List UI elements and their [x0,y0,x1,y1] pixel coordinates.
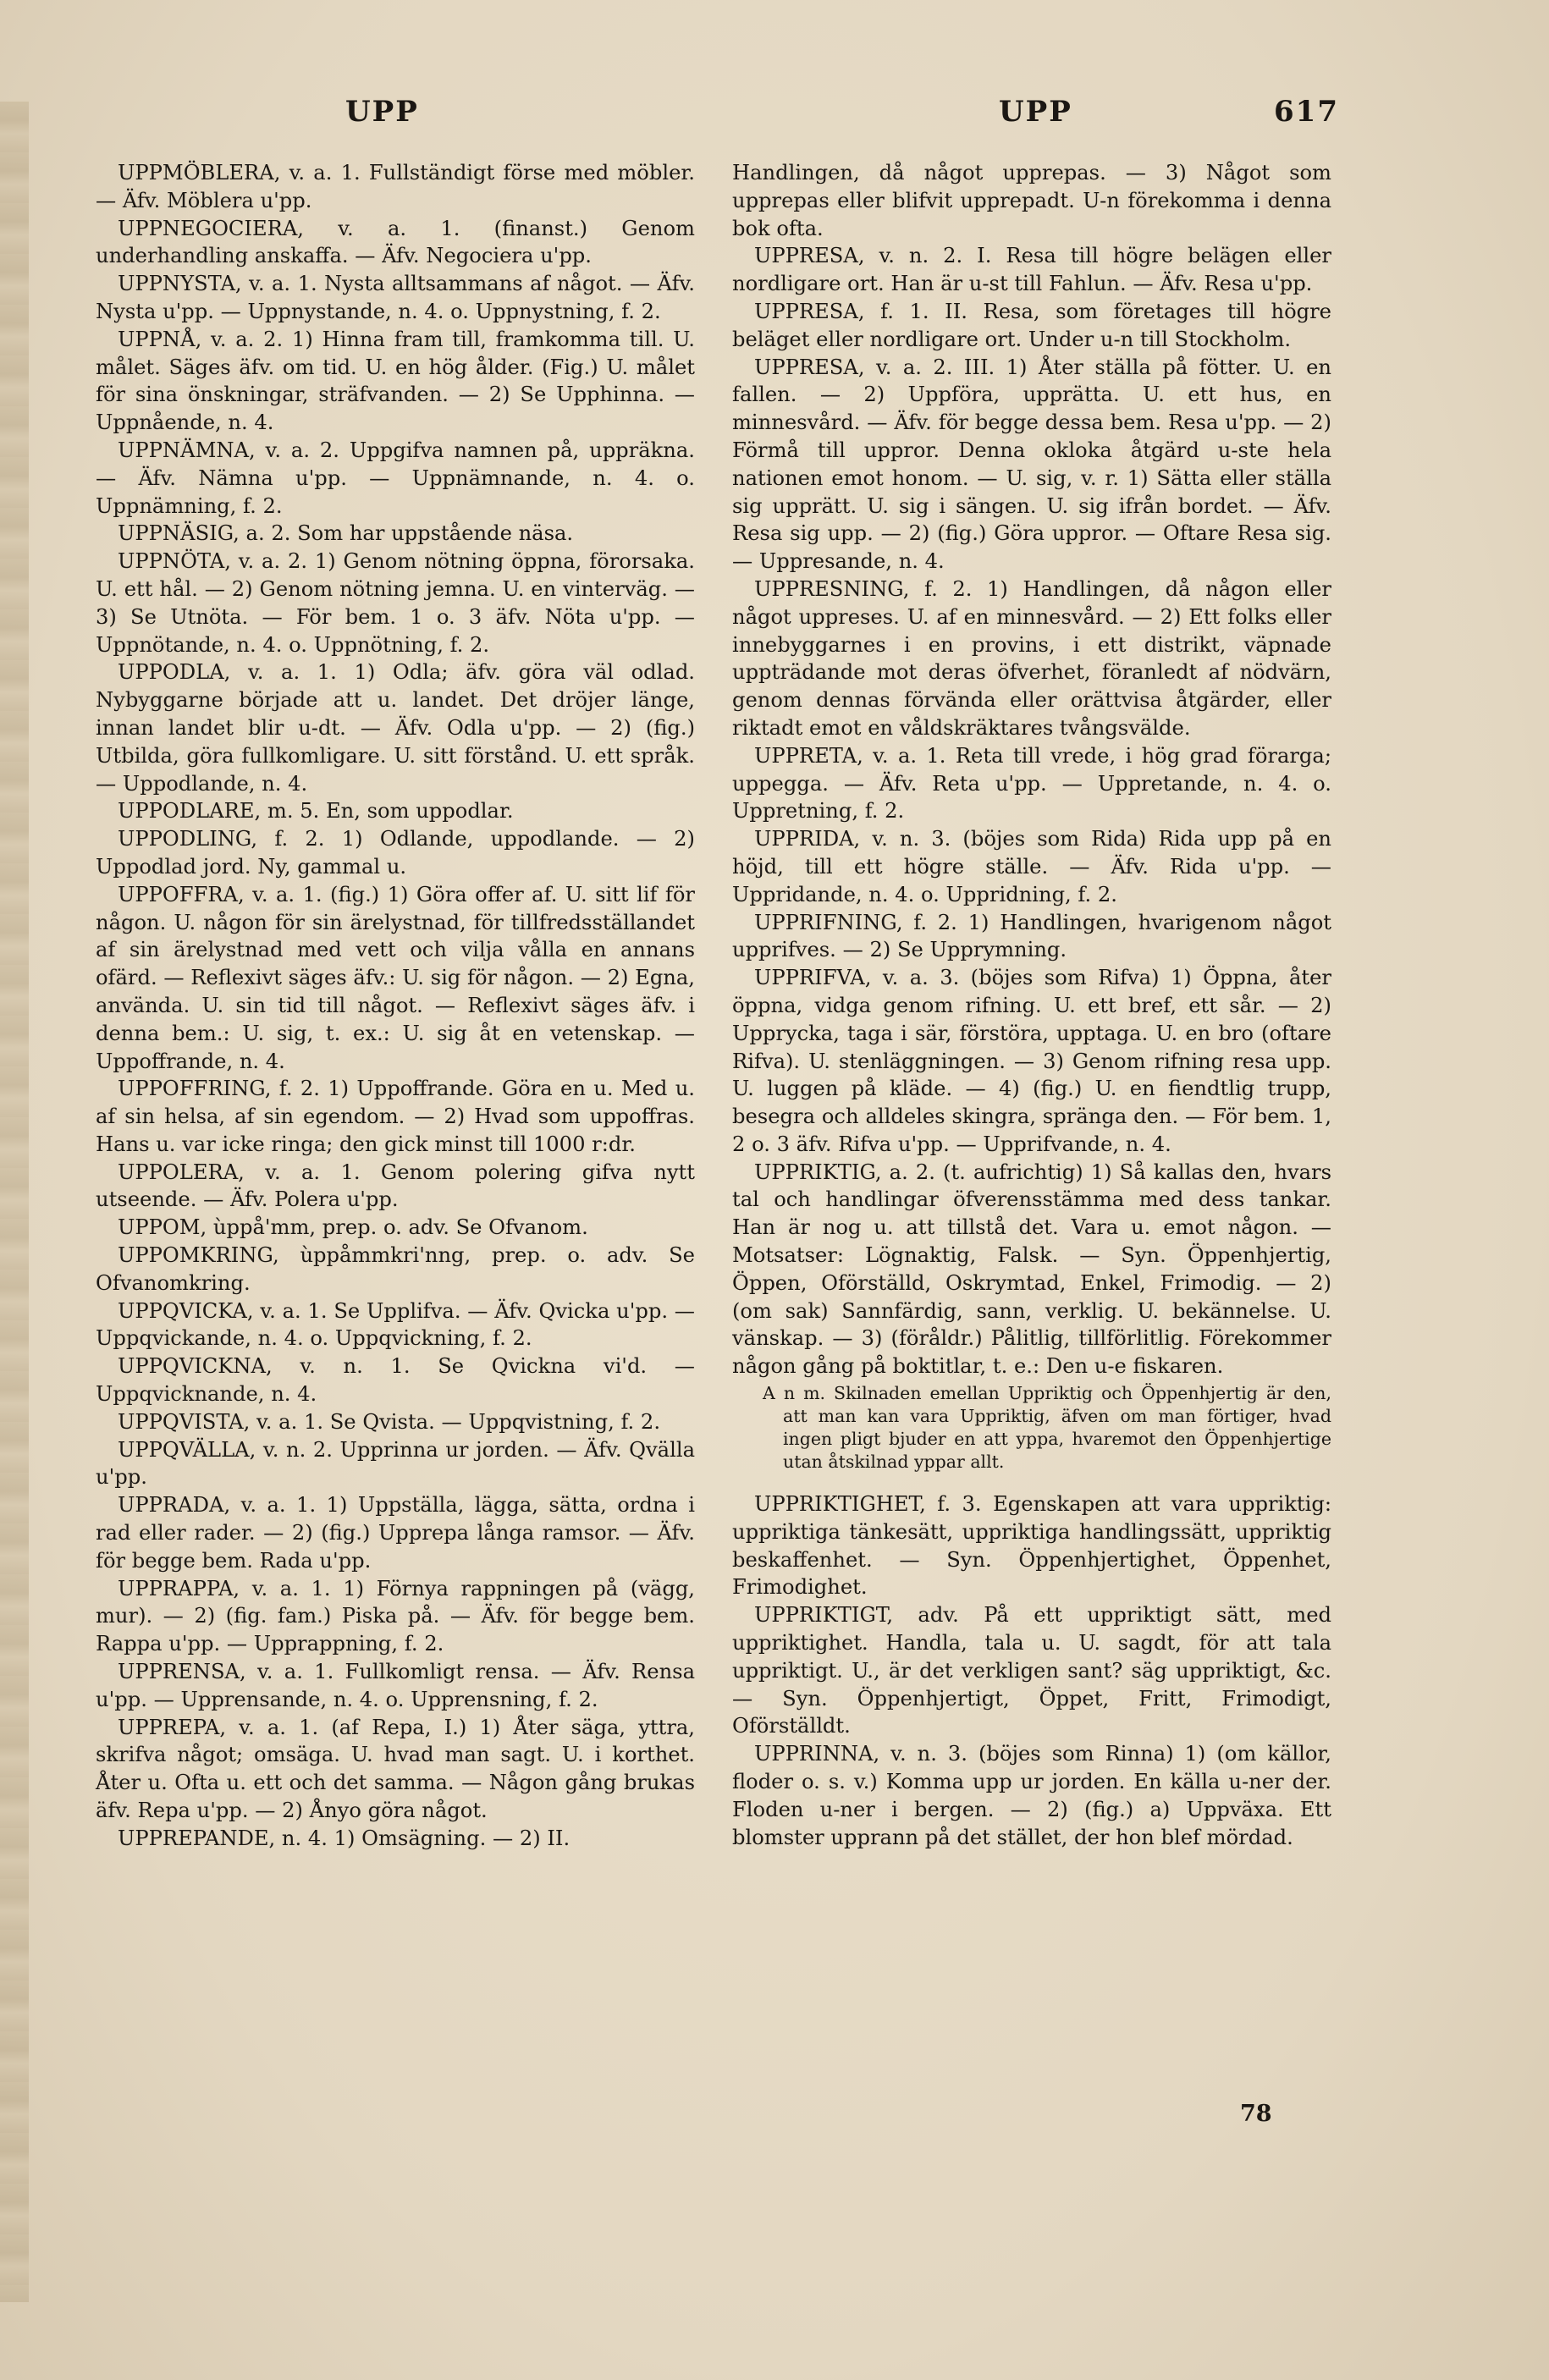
dictionary-entry: UPPOFFRA, v. a. 1. (fig.) 1) Göra offer af. U. sitt lif för någon. U. någon för sin ärelystnad, för tillfredsställandet af sin ärelystnad med vett och vilja vålla en annans ofärd. — Reflexivt säges äfv.: U. sig för någon. — 2) Egna, använda. U. sin tid till något. — Reflexivt säges äfv. i denna bem.: U. sig, t. ex.: U. sig åt en vetenskap. — Uppoffrande, n. 4. [96,882,695,1073]
page-number-top: 617 [1274,95,1339,129]
dictionary-entry: UPPODLING, f. 2. 1) Odlande, uppodlande. — 2) Uppodlad jord. Ny, gammal u. [96,827,695,879]
dictionary-entry: UPPOFFRING, f. 2. 1) Uppoffrande. Göra en u. Med u. af sin helsa, af sin egendom. — 2) Hvad som uppoffras. Hans u. var icke ringa; den gick minst till 1000 r:dr. [96,1077,695,1156]
dictionary-entry: UPPREPANDE, n. 4. 1) Omsägning. — 2) II. [118,1826,571,1850]
dictionary-entry: UPPRIDA, v. n. 3. (böjes som Rida) Rida upp på en höjd, till ett högre ställe. — Äfv. Rida u'pp. — Uppridande, n. 4. o. Uppridning, f. 2. [732,827,1331,906]
dictionary-entry: UPPOMKRING, ùppåmmkri'nng, prep. o. adv. Se Ofvanomkring. [96,1243,695,1295]
dictionary-entry: UPPMÖBLERA, v. a. 1. Fullständigt förse med möbler. — Äfv. Möblera u'pp. [96,161,695,212]
dictionary-entry: UPPRENSA, v. a. 1. Fullkomligt rensa. — Äfv. Rensa u'pp. — Upprensande, n. 4. o. Upprensning, f. 2. [96,1660,695,1711]
dictionary-entry: UPPODLA, v. a. 1. 1) Odla; äfv. göra väl odlad. Nybyggarne började att u. landet. Det dröjer länge, innan landet blir u-dt. — Äfv. Odla u'pp. — 2) (fig.) Utbilda, göra fullkomligare. U. sitt förstånd. U. ett språk. — Uppodlande, n. 4. [96,660,695,796]
dictionary-entry: UPPODLARE, m. 5. En, som uppodlar. [118,799,514,824]
dictionary-entry: UPPOLERA, v. a. 1. Genom polering gifva nytt utseende. — Äfv. Polera u'pp. [96,1160,695,1212]
dictionary-entry: UPPRAPPA, v. a. 1. 1) Förnya rappningen på (vägg, mur). — 2) (fig. fam.) Piska på. — Äfv. för begge bem. Rappa u'pp. — Upprappning, f. 2. [96,1576,695,1656]
dictionary-entry: UPPRIKTIG, a. 2. (t. aufrichtig) 1) Så kallas den, hvars tal och handlingar öfverensstämma med dess tankar. Han är nog u. att tillstå det. Vara u. emot någon. — Motsatser: Lögnaktig, Falsk. — Syn. Öppenhjertig, Öppen, Oförställd, Oskrymtad, Enkel, Frimodig. — 2) (om sak) Sannfärdig, sann, verklig. U. bekännelse. U. vänskap. — 3) (föråldr.) Pålitlig, tillförlitlig. Förekommer någon gång på boktitlar, t. e.: Den u-e fiskaren. [732,1160,1331,1379]
dictionary-entry: UPPNÄSIG, a. 2. Som har uppstående näsa. [118,521,574,546]
dictionary-entry: UPPQVICKNA, v. n. 1. Se Qvickna vi'd. — Uppqvicknande, n. 4. [96,1354,695,1407]
dictionary-entry: UPPQVÄLLA, v. n. 2. Upprinna ur jorden. — Äfv. Qvälla u'pp. [96,1437,695,1490]
annotation-note: A n m. Skilnaden emellan Uppriktig och Öppenhjertig är den, att man kan vara Uppriktig, äfven om man förtiger, hvad ingen pligt bjuder en att yppa, hvaremot den Öppenhjertige utan åtskilnad yppar allt. [763,1383,1331,1473]
dictionary-entry: UPPRIFVA, v. a. 3. (böjes som Rifva) 1) Öppna, åter öppna, vidga genom rifning. U. ett bref, ett sår. — 2) Upprycka, taga i sär, förstöra, upptaga. U. en bro (oftare Rifva). U. stenläggningen. — 3) Genom rifning resa upp. U. luggen på kläde. — 4) (fig.) U. en fiendtlig trupp, besegra och alldeles skingra, spränga den. — För bem. 1, 2 o. 3 äfv. Rifva u'pp. — Upprifvande, n. 4. [732,966,1331,1156]
left-column [96,159,695,1853]
dictionary-entry: UPPNEGOCIERA, v. a. 1. (finanst.) Genom underhandling anskaffa. — Äfv. Negociera u'pp. [96,216,695,268]
dictionary-entry: UPPQVICKA, v. a. 1. Se Upplifva. — Äfv. Qvicka u'pp. — Uppqvickande, n. 4. o. Uppqvickning, f. 2. [96,1298,695,1351]
dictionary-entry: UPPREPA, v. a. 1. (af Repa, I.) 1) Åter säga, yttra, skrifva något; omsäga. U. hvad man sagt. U. i korthet. Åter u. Ofta u. ett och det samma. — Någon gång brukas äfv. Repa u'pp. — 2) Ånyo göra något. [96,1715,695,1823]
dictionary-entry: UPPQVISTA, v. a. 1. Se Qvista. — Uppqvistning, f. 2. [118,1409,661,1434]
dictionary-entry: UPPRIKTIGHET, f. 3. Egenskapen att vara uppriktig: uppriktiga tänkesätt, uppriktiga handlingssätt, uppriktig beskaffenhet. — Syn. Öppenhjertighet, Öppenhet, Frimodighet. [732,1492,1331,1600]
dictionary-entry: UPPNÖTA, v. a. 2. 1) Genom nötning öppna, förorsaka. U. ett hål. — 2) Genom nötning jemna. U. en vinterväg. — 3) Se Utnöta. — För bem. 1 o. 3 äfv. Nöta u'pp. — Uppnötande, n. 4. o. Uppnötning, f. 2. [96,549,695,657]
dictionary-entry: UPPRESNING, f. 2. 1) Handlingen, då någon eller något uppreses. U. af en minnesvård. — 2) Ett folks eller innebyggarnes i en provins, i ett distrikt, väpnade uppträdande mot deras öfverhet, föranledt af nödvärn, genom dennas förvända eller orättvisa åtgärder, eller riktadt emot en våldskräktares tvångsvälde. [732,576,1331,740]
dictionary-entry-continued: Handlingen, då något upprepas. — 3) Något som upprepas eller blifvit upprepadt. U-n förekomma i denna bok ofta. [732,161,1331,240]
dictionary-entry: UPPNYSTA, v. a. 1. Nysta alltsammans af något. — Äfv. Nysta u'pp. — Uppnystande, n. 4. o. Uppnystning, f. 2. [96,272,695,323]
running-head-left: UPP [345,95,419,129]
dictionary-entry: UPPRESA, v. a. 2. III. 1) Åter ställa på fötter. U. en fallen. — 2) Uppföra, upprätta. U. ett hus, en minnesvård. — Äfv. för begge dessa bem. Resa u'pp. — 2) Förmå till uppror. Denna okloka åtgärd u-ste hela nationen emot honom. — U. sig, v. r. 1) Sätta eller ställa sig upprätt. U. sig i sängen. U. sig ifrån bordet. — Äfv. Resa sig upp. — 2) (fig.) Göra uppror. — Oftare Resa sig. — Uppresande, n. 4. [732,355,1331,574]
dictionary-entry: UPPRESA, v. n. 2. I. Resa till högre belägen eller nordligare ort. Han är u-st till Fahlun. — Äfv. Resa u'pp. [732,244,1331,296]
dictionary-entry: UPPRESA, f. 1. II. Resa, som företages till högre beläget eller nordligare ort. Under u-n till Stockholm. [732,299,1331,351]
dictionary-entry: UPPRIKTIGT, adv. På ett uppriktigt sätt, med uppriktighet. Handla, tala u. U. sagdt, för att tala uppriktigt. U., är det verkligen sant? säg uppriktigt, &c. — Syn. Öppenhjertigt, Öppet, Fritt, Frimodigt, Oförställdt. [732,1603,1331,1738]
binding-edge [0,102,29,2302]
dictionary-entry: UPPRETA, v. a. 1. Reta till vrede, i hög grad förarga; uppegga. — Äfv. Reta u'pp. — Uppretande, n. 4. o. Uppretning, f. 2. [732,743,1331,824]
dictionary-entry: UPPOM, ùppå'mm, prep. o. adv. Se Ofvanom. [118,1215,588,1240]
dictionary-entry: UPPRADA, v. a. 1. 1) Uppställa, lägga, sätta, ordna i rad eller rader. — 2) (fig.) Upprepa långa ramsor. — Äfv. för begge bem. Rada u'pp. [96,1493,695,1573]
dictionary-entry: UPPRINNA, v. n. 3. (böjes som Rinna) 1) (om källor, floder o. s. v.) Komma upp ur jorden. En källa u-ner der. Floden u-ner i bergen. — 2) (fig.) a) Uppväxa. Ett blomster upprann på det stället, der hon blef mördad. [732,1742,1331,1849]
dictionary-entry: UPPRIFNING, f. 2. 1) Handlingen, hvarigenom något upprifves. — 2) Se Upprymning. [732,910,1331,962]
right-column [732,159,1331,1851]
dictionary-entry: UPPNÅ, v. a. 2. 1) Hinna fram till, framkomma till. U. målet. Säges äfv. om tid. U. en hög ålder. (Fig.) U. målet för sina önskningar, sträfvanden. — 2) Se Upphinna. — Uppnående, n. 4. [96,327,695,435]
running-head-right: UPP [999,95,1072,129]
dictionary-entry: UPPNÄMNA, v. a. 2. Uppgifva namnen på, uppräkna. — Äfv. Nämna u'pp. — Uppnämnande, n. 4. o. Uppnämning, f. 2. [96,438,695,518]
signature-number: 78 [1240,2101,1272,2127]
